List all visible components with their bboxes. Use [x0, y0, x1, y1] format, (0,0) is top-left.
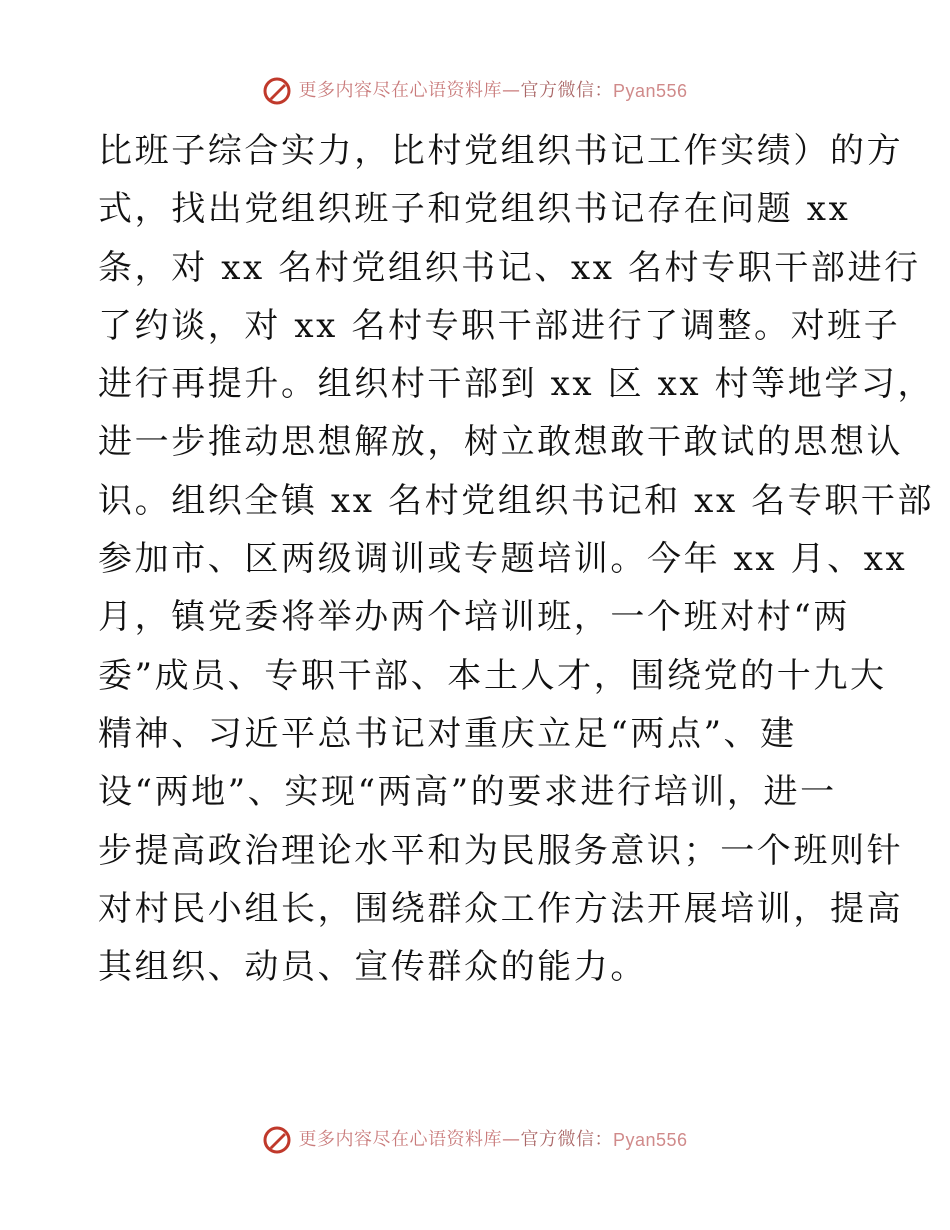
body-line: 式，找出党组织班子和党组织书记存在问题 xx	[98, 189, 851, 230]
body-line: 进行再提升。组织村干部到 xx 区 xx 村等地学习，	[98, 364, 935, 405]
header-watermark	[0, 76, 950, 106]
body-line: 月，镇党委将举办两个培训班，一个班对村“两	[98, 597, 850, 638]
body-line: 比班子综合实力，比村党组织书记工作实绩）的方	[98, 131, 904, 171]
watermark-separator: —	[501, 1129, 521, 1150]
quill-logo-icon	[262, 76, 292, 106]
watermark-separator: —	[501, 80, 521, 101]
watermark-wechat-id: Pyan556	[612, 81, 688, 101]
body-line: 进一步推动思想解放，树立敢想敢干敢试的思想认	[98, 422, 904, 463]
body-line: 其组织、动员、宣传群众的能力。	[98, 947, 647, 988]
body-line: 设“两地”、实现“两高”的要求进行培训，进一	[98, 772, 837, 813]
body-line: 委”成员、专职干部、本土人才，围绕党的十九大	[98, 655, 887, 696]
body-line: 对村民小组长，围绕群众工作方法开展培训，提高	[98, 888, 904, 929]
body-line: 参加市、区两级调训或专题培训。今年 xx 月、xx	[98, 539, 908, 580]
watermark-main-text: 更多内容尽在心语资料库	[298, 80, 502, 101]
footer-watermark	[0, 1125, 950, 1155]
quill-logo-icon	[262, 1125, 292, 1155]
body-line: 步提高政治理论水平和为民服务意识；一个班则针	[98, 830, 904, 871]
body-line: 了约谈，对 xx 名村专职干部进行了调整。对班子	[98, 305, 901, 346]
document-body	[98, 122, 935, 996]
watermark-sub-text: 官方微信：	[520, 80, 613, 101]
body-line: 识。组织全镇 xx 名村党组织书记和 xx 名专职干部	[98, 480, 935, 521]
watermark-main-text: 更多内容尽在心语资料库	[298, 1129, 502, 1150]
body-line: 精神、习近平总书记对重庆立足“两点”、建	[98, 713, 797, 754]
body-line: 条，对 xx 名村党组织书记、xx 名村专职干部进行	[98, 247, 921, 288]
watermark-sub-text: 官方微信：	[520, 1129, 613, 1150]
watermark-wechat-id: Pyan556	[612, 1130, 688, 1150]
